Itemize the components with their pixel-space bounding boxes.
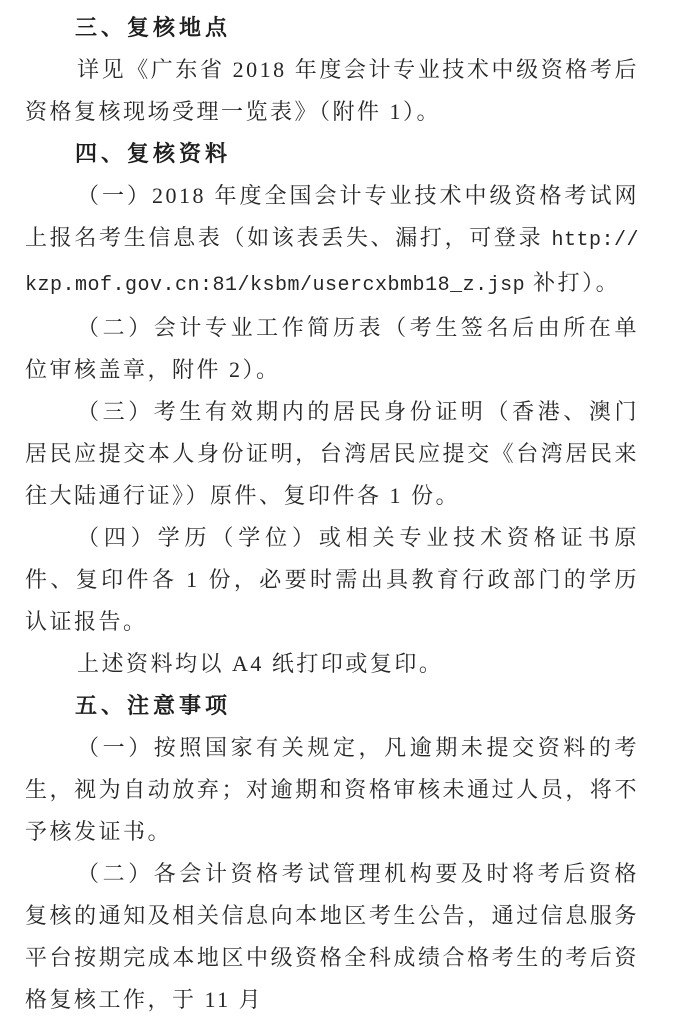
section-heading: 三、复核地点 — [75, 15, 232, 40]
body-paragraph — [25, 853, 639, 1021]
section-heading: 四、复核资料 — [75, 141, 232, 166]
body-paragraph — [25, 391, 639, 517]
text-run: 补打）。 — [525, 270, 621, 295]
text-run: （四）学历（学位）或相关专业技术资格证书原件、复印件各 1 份，必要时需出具教育行政部门的学历认证报告。 — [25, 525, 639, 634]
text-run: 上述资料均以 A4 纸打印或复印。 — [77, 651, 444, 676]
body-paragraph — [25, 307, 639, 391]
text-run: （三）考生有效期内的居民身份证明（香港、澳门居民应提交本人身份证明，台湾居民应提交《台湾居民来往大陆通行证》）原件、复印件各 1 份。 — [25, 399, 639, 508]
text-run: （一）按照国家有关规定，凡逾期未提交资料的考生，视为自动放弃；对逾期和资格审核未通过人员，将不予核发证书。 — [25, 735, 639, 844]
url-text: http://kzp.mof.gov.cn:81/ksbm/usercxbmb18_z.jsp — [25, 229, 639, 297]
body-paragraph — [25, 643, 639, 685]
body-paragraph — [25, 175, 639, 307]
text-run: （一）2018 年度全国会计专业技术中级资格考试网上报名考生信息表（如该表丢失、漏打，可登录 — [25, 183, 639, 250]
text-run: （二）会计专业工作简历表（考生签名后由所在单位审核盖章，附件 2）。 — [25, 315, 639, 382]
body-paragraph — [25, 49, 639, 133]
body-paragraph — [25, 517, 639, 643]
body-paragraph — [25, 727, 639, 853]
section-heading: 五、注意事项 — [75, 693, 232, 718]
text-run: 详见《广东省 2018 年度会计专业技术中级资格考后资格复核现场受理一览表》（附件 1）。 — [25, 57, 639, 124]
text-run: （二）各会计资格考试管理机构要及时将考后资格复核的通知及相关信息向本地区考生公告，通过信息服务平台按期完成本地区中级资格全科成绩合格考生的考后资格复核工作，于 11 月 — [25, 861, 639, 1012]
